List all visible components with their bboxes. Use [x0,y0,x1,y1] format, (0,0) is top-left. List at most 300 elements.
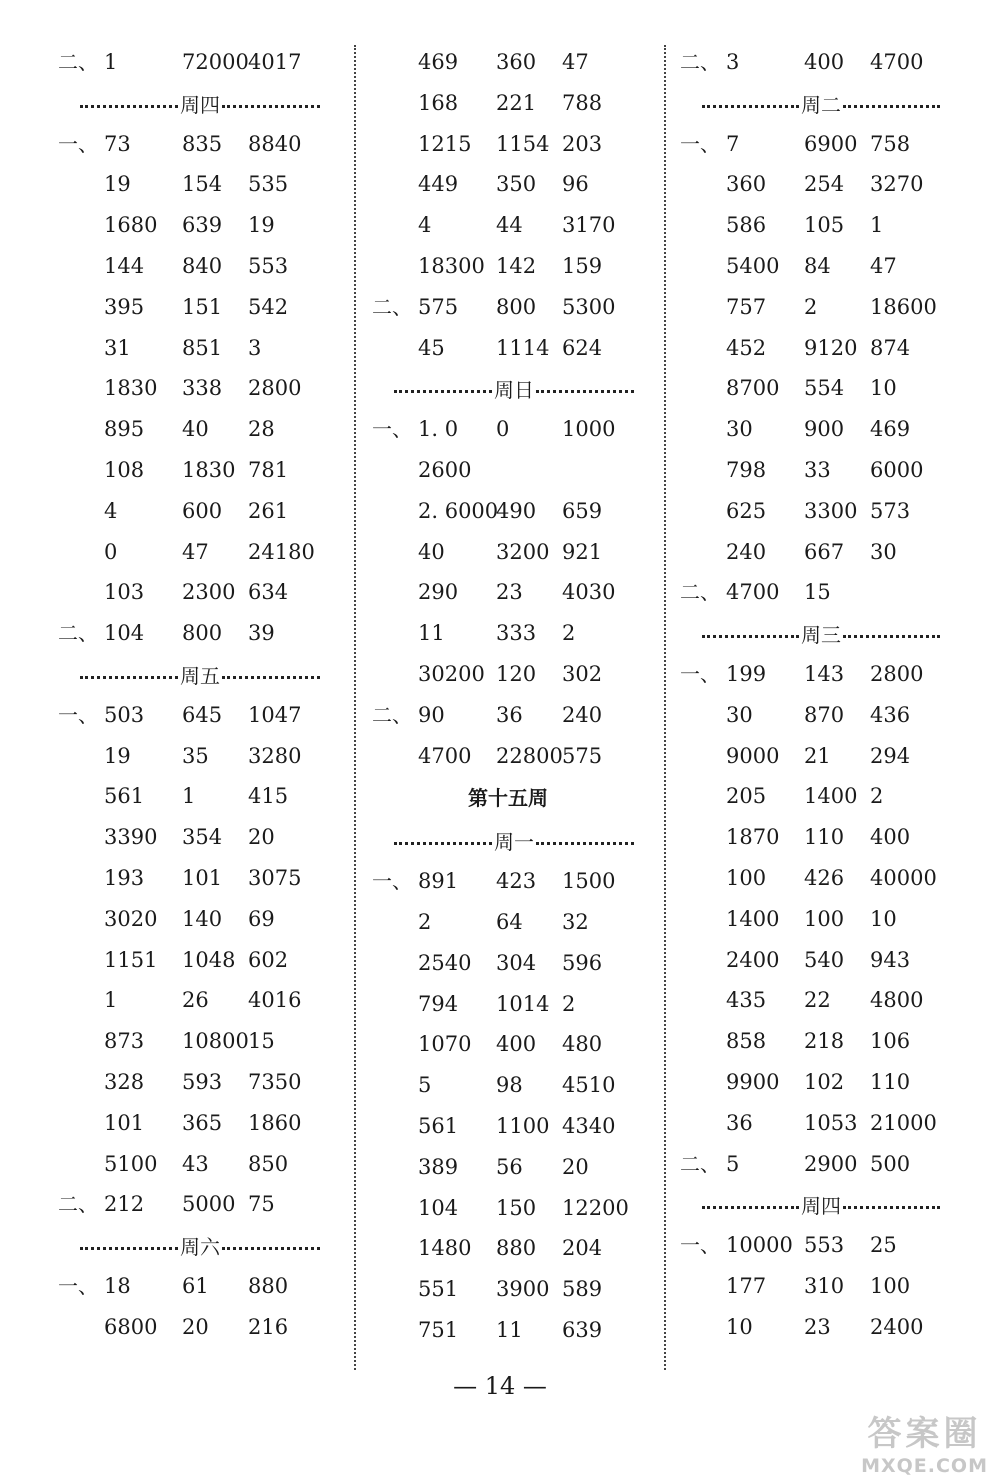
answer-row [372,164,644,205]
answer-value: 639 [182,213,223,238]
answer-value: 835 [182,131,223,156]
answer-value: 2400 [870,1314,924,1339]
answer-value: 1100 [496,1113,550,1138]
answer-value: 150 [496,1195,537,1220]
answer-value: 10 [726,1314,753,1339]
answer-value: 142 [496,253,537,278]
answer-value: 2800 [870,661,924,686]
dotted-leader [222,1247,320,1250]
answer-row [58,532,330,573]
day-heading [680,1184,950,1225]
dotted-leader [80,1247,178,1250]
answer-value: 757 [726,294,767,319]
answer-value: 625 [726,498,767,523]
answer-value: 98 [496,1073,523,1098]
answer-row [372,124,644,165]
answer-value: 203 [562,131,603,156]
answer-value: 19 [104,172,131,197]
answer-value: 645 [182,702,223,727]
answer-value: 593 [182,1069,223,1094]
answer-value: 106 [870,1029,911,1054]
answer-row [58,695,330,736]
answer-value: 4700 [726,580,780,605]
answer-value: 18 [104,1273,131,1298]
answer-row [680,1062,950,1103]
answer-value: 8700 [726,376,780,401]
answer-value: 7 [726,131,740,156]
answer-value: 240 [726,539,767,564]
answer-value: 30 [726,702,753,727]
answer-row [680,1225,950,1266]
answer-row [58,776,330,817]
answer-value: 6800 [104,1314,158,1339]
answer-row [680,409,950,450]
answer-value: 3390 [104,825,158,850]
answer-value: 360 [496,50,537,74]
answer-value: 212 [104,1192,145,1217]
answer-value: 61 [182,1273,209,1298]
answer-value: 365 [182,1110,223,1135]
answer-value: 56 [496,1154,523,1179]
answer-value: 177 [726,1273,767,1298]
answer-value: 104 [104,621,145,646]
answer-value: 2 [562,991,576,1016]
answer-value: 23 [804,1314,831,1339]
answer-row [372,287,644,328]
answer-value: 1830 [104,376,158,401]
answer-row [680,491,950,532]
answer-row [58,1307,330,1348]
answer-value: 338 [182,376,223,401]
day-heading [58,83,330,124]
answer-value: 1860 [248,1110,302,1135]
answer-value: 72000 [182,50,249,74]
answer-value: 1830 [182,457,236,482]
answer-value: 12200 [562,1195,629,1220]
answer-value: 7350 [248,1069,302,1094]
answer-value: 469 [418,50,459,74]
answer-value: 101 [104,1110,145,1135]
answer-value: 30 [726,417,753,442]
answer-row [58,858,330,899]
day-heading-label: 周四 [801,1194,841,1219]
answer-value: 216 [248,1314,289,1339]
answer-value: 490 [496,498,537,523]
answer-value: 144 [104,253,145,278]
answer-value: 110 [804,825,845,850]
answer-row [372,328,644,369]
answer-value: 900 [804,417,845,442]
answer-value: 561 [418,1113,459,1138]
answer-value: 4340 [562,1113,616,1138]
answer-value: 436 [870,702,911,727]
answer-row [680,287,950,328]
answer-value: 851 [182,335,223,360]
answer-value: 589 [562,1277,603,1302]
answer-value: 254 [804,172,845,197]
answer-value: 1500 [562,869,616,894]
answer-row [372,205,644,246]
answer-value: 400 [496,1032,537,1057]
answer-value: 395 [104,294,145,319]
answer-value: 596 [562,950,603,975]
answer-value: 858 [726,1029,767,1054]
day-heading-label: 周日 [494,378,534,403]
answer-value: 18300 [418,253,485,278]
section-number: 一、 [58,702,98,727]
answer-value: 449 [418,172,459,197]
answer-value: 639 [562,1317,603,1342]
answer-value: 110 [870,1069,911,1094]
answer-value: 551 [418,1277,459,1302]
answer-value: 25 [870,1233,897,1258]
answer-value: 554 [804,376,845,401]
answer-value: 2 [870,784,884,809]
answer-row [58,1184,330,1225]
answer-row [680,1266,950,1307]
section-number: 一、 [372,869,412,894]
answer-row [680,124,950,165]
answer-row [58,613,330,654]
answer-row [680,736,950,777]
answer-value: 2 [804,294,818,319]
answer-row [372,42,644,83]
answer-row [58,1062,330,1103]
answer-value: 575 [562,743,603,768]
answer-value: 870 [804,702,845,727]
answer-row [372,491,644,532]
answer-value: 4017 [248,50,302,74]
answer-value: 75 [248,1192,275,1217]
section-number: 二、 [58,1192,98,1217]
answer-row [58,572,330,613]
answer-value: 47 [562,50,589,74]
answer-row [58,124,330,165]
answer-value: 199 [726,661,767,686]
answer-value: 4510 [562,1073,616,1098]
answer-value: 3020 [104,906,158,931]
answer-value: 21000 [870,1110,937,1135]
answer-value: 354 [182,825,223,850]
answer-row [372,1106,644,1147]
answer-value: 469 [870,417,911,442]
answer-row [680,654,950,695]
answer-value: 218 [804,1029,845,1054]
dotted-leader [702,1206,799,1209]
answer-row [680,1144,950,1185]
answer-value: 452 [726,335,767,360]
answer-row [58,899,330,940]
answer-value: 1215 [418,131,472,156]
answer-value: 294 [870,743,911,768]
answer-value: 24180 [248,539,315,564]
answer-row [372,83,644,124]
answer-row [680,450,950,491]
answer-value: 44 [496,213,523,238]
answer-value: 542 [248,294,289,319]
answer-row [680,328,950,369]
answer-value: 19 [104,743,131,768]
section-number: 一、 [372,417,412,442]
day-heading-label: 周四 [180,92,220,117]
answer-value: 9120 [804,335,858,360]
answer-row [680,940,950,981]
answer-row [58,1266,330,1307]
page-number: — 14 — [453,1372,547,1400]
answer-value: 2800 [248,376,302,401]
answer-value: 6900 [804,131,858,156]
answer-value: 5300 [562,294,616,319]
answer-value: 1070 [418,1032,472,1057]
answer-row [680,899,950,940]
answer-value: 1 [182,784,196,809]
answer-row [372,943,644,984]
answer-value: 33 [804,457,831,482]
answer-value: 1154 [496,131,550,156]
answer-value: 10000 [726,1233,793,1258]
answer-row [58,1021,330,1062]
answer-column-2 [372,42,644,1351]
answer-value: 891 [418,869,459,894]
answer-value: 1 [104,50,118,74]
day-heading-label: 周二 [801,92,841,117]
answer-value: 5100 [104,1151,158,1176]
answer-value: 21 [804,743,831,768]
day-heading [680,83,950,124]
answer-value: 602 [248,947,289,972]
answer-value: 1151 [104,947,158,972]
section-number: 一、 [680,1233,720,1258]
dotted-leader [222,105,320,108]
answer-value: 140 [182,906,223,931]
answer-value: 561 [104,784,145,809]
answer-value: 435 [726,988,767,1013]
answer-value: 64 [496,909,523,934]
answer-value: 4800 [870,988,924,1013]
answer-value: 0 [104,539,118,564]
answer-value: 310 [804,1273,845,1298]
answer-row [680,1307,950,1348]
answer-value: 31 [104,335,131,360]
answer-value: 758 [870,131,911,156]
section-number: 一、 [680,131,720,156]
watermark-url: MXQE.COM [861,1455,988,1477]
answer-row [58,246,330,287]
day-heading [680,613,950,654]
answer-value: 96 [562,172,589,197]
answer-value: 1480 [418,1236,472,1261]
answer-value: 800 [496,294,537,319]
answer-row [680,368,950,409]
answer-row [58,980,330,1021]
answer-row [372,532,644,573]
day-heading [58,1225,330,1266]
answer-value: 4 [418,213,432,238]
answer-value: 800 [182,621,223,646]
answer-value: 2400 [726,947,780,972]
section-number: 二、 [372,294,412,319]
answer-row [680,980,950,1021]
dotted-leader [702,105,799,108]
answer-value: 788 [562,90,603,115]
day-heading-label: 周一 [494,830,534,855]
answer-row [372,861,644,902]
answer-value: 40 [182,417,209,442]
answer-value: 26 [182,988,209,1013]
answer-value: 8840 [248,131,302,156]
answer-value: 840 [182,253,223,278]
answer-value: 105 [804,213,845,238]
section-number: 二、 [58,50,98,74]
answer-row [58,287,330,328]
answer-value: 553 [248,253,289,278]
answer-value: 221 [496,90,537,115]
answer-row [372,984,644,1025]
answer-value: 101 [182,865,223,890]
answer-value: 3 [726,50,740,74]
answer-row [680,858,950,899]
answer-value: 1114 [496,335,550,360]
answer-value: 100 [804,906,845,931]
answer-value: 540 [804,947,845,972]
answer-value: 426 [804,865,845,890]
answer-value: 360 [726,172,767,197]
answer-value: 19 [248,213,275,238]
answer-value: 1. 0 [418,417,459,442]
answer-value: 20 [562,1154,589,1179]
answer-value: 30 [870,539,897,564]
column-divider [354,45,356,1370]
answer-value: 84 [804,253,831,278]
answer-value: 47 [870,253,897,278]
answer-value: 895 [104,417,145,442]
answer-value: 4016 [248,988,302,1013]
answer-value: 22800 [496,743,563,768]
answer-value: 10 [870,906,897,931]
answer-value: 30200 [418,661,485,686]
answer-value: 794 [418,991,459,1016]
answer-value: 350 [496,172,537,197]
section-number: 一、 [58,1273,98,1298]
day-heading [372,368,644,409]
answer-value: 168 [418,90,459,115]
answer-row [680,42,950,83]
answer-row [680,1021,950,1062]
answer-value: 10800 [182,1029,249,1054]
answer-value: 304 [496,950,537,975]
answer-row [58,368,330,409]
answer-value: 921 [562,539,603,564]
answer-value: 1 [870,213,884,238]
answer-value: 400 [870,825,911,850]
answer-value: 328 [104,1069,145,1094]
dotted-leader [843,105,940,108]
answer-value: 3075 [248,865,302,890]
answer-row [372,1024,644,1065]
answer-value: 4700 [870,50,924,74]
dotted-leader [80,676,178,679]
answer-value: 23 [496,580,523,605]
answer-value: 4 [104,498,118,523]
column-divider [664,45,666,1370]
answer-value: 781 [248,457,289,482]
answer-value: 20 [182,1314,209,1339]
dotted-leader [843,635,940,638]
answer-value: 624 [562,335,603,360]
day-heading-label: 周六 [180,1235,220,1259]
answer-value: 205 [726,784,767,809]
answer-row [58,409,330,450]
answer-row [58,450,330,491]
answer-value: 15 [248,1029,275,1054]
answer-value: 553 [804,1233,845,1258]
day-heading-label: 周三 [801,623,841,648]
answer-row [372,409,644,450]
answer-value: 28 [248,417,275,442]
answer-value: 43 [182,1151,209,1176]
answer-value: 302 [562,661,603,686]
answer-row [372,695,644,736]
answer-value: 102 [804,1069,845,1094]
answer-row [58,817,330,858]
answer-row [58,42,330,83]
answer-value: 4030 [562,580,616,605]
answer-value: 873 [104,1029,145,1054]
answer-value: 3200 [496,539,550,564]
answer-value: 6000 [870,457,924,482]
answer-row [680,776,950,817]
answer-value: 1 [104,988,118,1013]
answer-value: 1870 [726,825,780,850]
watermark-logo [861,1406,988,1477]
answer-value: 1048 [182,947,236,972]
dotted-leader [843,1206,940,1209]
answer-row [372,902,644,943]
answer-value: 850 [248,1151,289,1176]
answer-row [680,164,950,205]
answer-value: 9000 [726,743,780,768]
answer-column-3 [680,42,950,1348]
answer-value: 880 [248,1273,289,1298]
answer-value: 535 [248,172,289,197]
answer-row [58,1144,330,1185]
answer-value: 3 [248,335,262,360]
answer-row [680,572,950,613]
answer-row [680,246,950,287]
answer-value: 11 [496,1317,523,1342]
answer-value: 798 [726,457,767,482]
answer-row [372,1228,644,1269]
week-title: 第十五周 [468,786,548,811]
section-number: 一、 [58,131,98,156]
answer-row [372,1310,644,1351]
answer-value: 500 [870,1151,911,1176]
answer-value: 290 [418,580,459,605]
answer-value: 261 [248,498,289,523]
answer-value: 3170 [562,213,616,238]
answer-value: 4700 [418,743,472,768]
answer-row [372,246,644,287]
answer-value: 143 [804,661,845,686]
answer-value: 1400 [804,784,858,809]
answer-value: 0 [496,417,510,442]
answer-value: 586 [726,213,767,238]
answer-value: 20 [248,825,275,850]
answer-value: 2900 [804,1151,858,1176]
day-heading [58,654,330,695]
answer-value: 159 [562,253,603,278]
answer-row [372,450,644,491]
